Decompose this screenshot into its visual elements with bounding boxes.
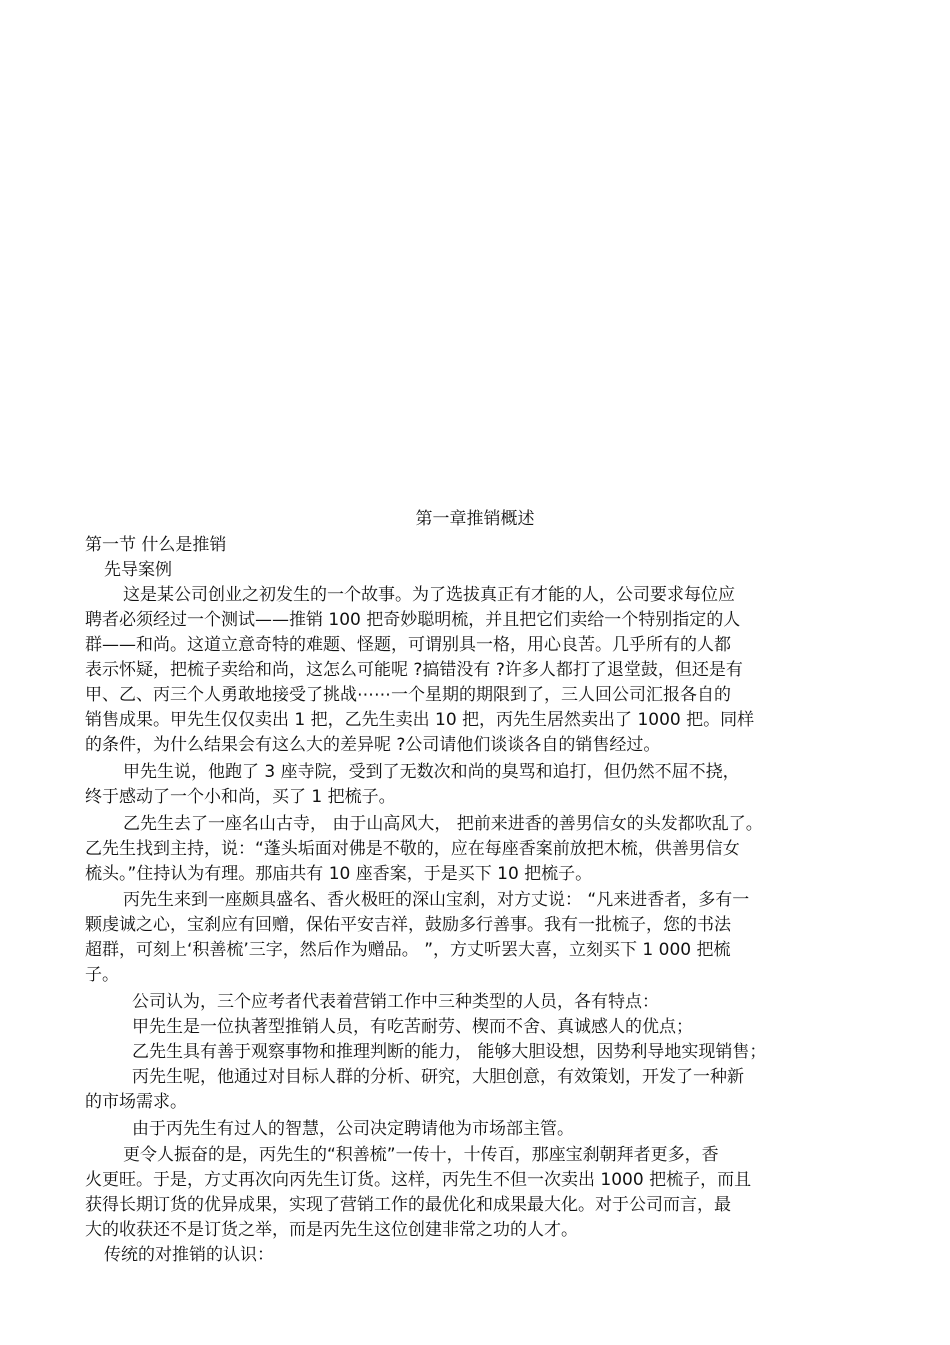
paragraph-line: 销售成果。甲先生仅仅卖出 1 把，乙先生卖出 10 把，丙先生居然卖出了 1000 把。同样	[85, 710, 755, 730]
paragraph-line: 传统的对推销的认识：	[104, 1245, 274, 1265]
paragraph-line: 终于感动了一个小和尚，买了 1 把梳子。	[85, 787, 396, 807]
paragraph-line: 乙先生找到主持，说：“蓬头垢面对佛是不敬的，应在每座香案前放把木梳，供善男信女	[85, 839, 740, 859]
paragraph-line: 颗虔诚之心，宝刹应有回赠，保佑平安吉祥，鼓励多行善事。我有一批梳子，您的书法	[85, 915, 731, 935]
paragraph-line: 表示怀疑，把梳子卖给和尚，这怎么可能呢 ?搞错没有 ?许多人都打了退堂鼓，但还是有	[85, 660, 743, 680]
paragraph-line: 乙先生去了一座名山古寺， 由于山高风大， 把前来进香的善男信女的头发都吹乱了。	[123, 814, 763, 834]
paragraph-line: 丙先生来到一座颇具盛名、香火极旺的深山宝刹，对方丈说： “凡来进香者，多有一	[123, 890, 750, 910]
paragraph-line: 的条件，为什么结果会有这么大的差异呢 ?公司请他们谈谈各自的销售经过。	[85, 735, 661, 755]
paragraph-line: 更令人振奋的是，丙先生的“积善梳”一传十，十传百，那座宝刹朝拜者更多，香	[123, 1145, 719, 1165]
paragraph-line: 甲、乙、丙三个人勇敢地接受了挑战⋯⋯一个星期的期限到了，三人回公司汇报各自的	[85, 685, 731, 705]
paragraph-line: 子。	[85, 965, 119, 985]
case-heading: 先导案例	[104, 560, 172, 580]
paragraph-line: 大的收获还不是订货之举，而是丙先生这位创建非常之功的人才。	[85, 1220, 578, 1240]
paragraph-line: 乙先生具有善于观察事物和推理判断的能力， 能够大胆设想，因势利导地实现销售；	[132, 1042, 767, 1062]
paragraph-line: 火更旺。于是，方丈再次向丙先生订货。这样，丙先生不但一次卖出 1000 把梳子，而且	[85, 1170, 752, 1190]
paragraph-line: 群——和尚。这道立意奇特的难题、怪题，可谓别具一格，用心良苦。几乎所有的人都	[85, 635, 731, 655]
paragraph-line: 这是某公司创业之初发生的一个故事。为了选拔真正有才能的人，公司要求每位应	[123, 585, 735, 605]
paragraph-line: 甲先生是一位执著型推销人员，有吃苦耐劳、楔而不舍、真诚感人的优点；	[132, 1017, 693, 1037]
paragraph-line: 梳头。”住持认为有理。那庙共有 10 座香案，于是买下 10 把梳子。	[85, 864, 593, 884]
paragraph-line: 获得长期订货的优异成果，实现了营销工作的最优化和成果最大化。对于公司而言，最	[85, 1195, 731, 1215]
paragraph-line: 超群，可刻上‘积善梳’三字，然后作为赠品。 ”，方丈听罢大喜，立刻买下 1 000 把梳	[85, 940, 731, 960]
paragraph-line: 甲先生说，他跑了 3 座寺院，受到了无数次和尚的臭骂和追打，但仍然不屈不挠，	[123, 762, 740, 782]
paragraph-line: 丙先生呢，他通过对目标人群的分析、研究，大胆创意，有效策划，开发了一种新	[132, 1067, 744, 1087]
section-heading: 第一节 什么是推销	[85, 535, 227, 555]
paragraph-line: 公司认为，三个应考者代表着营销工作中三种类型的人员，各有特点：	[132, 992, 659, 1012]
paragraph-line: 的市场需求。	[85, 1092, 187, 1112]
paragraph-line: 聘者必须经过一个测试——推销 100 把奇妙聪明梳，并且把它们卖给一个特别指定的人	[85, 610, 741, 630]
chapter-title: 第一章推销概述	[415, 509, 535, 529]
paragraph-line: 由于丙先生有过人的智慧，公司决定聘请他为市场部主管。	[132, 1119, 574, 1139]
